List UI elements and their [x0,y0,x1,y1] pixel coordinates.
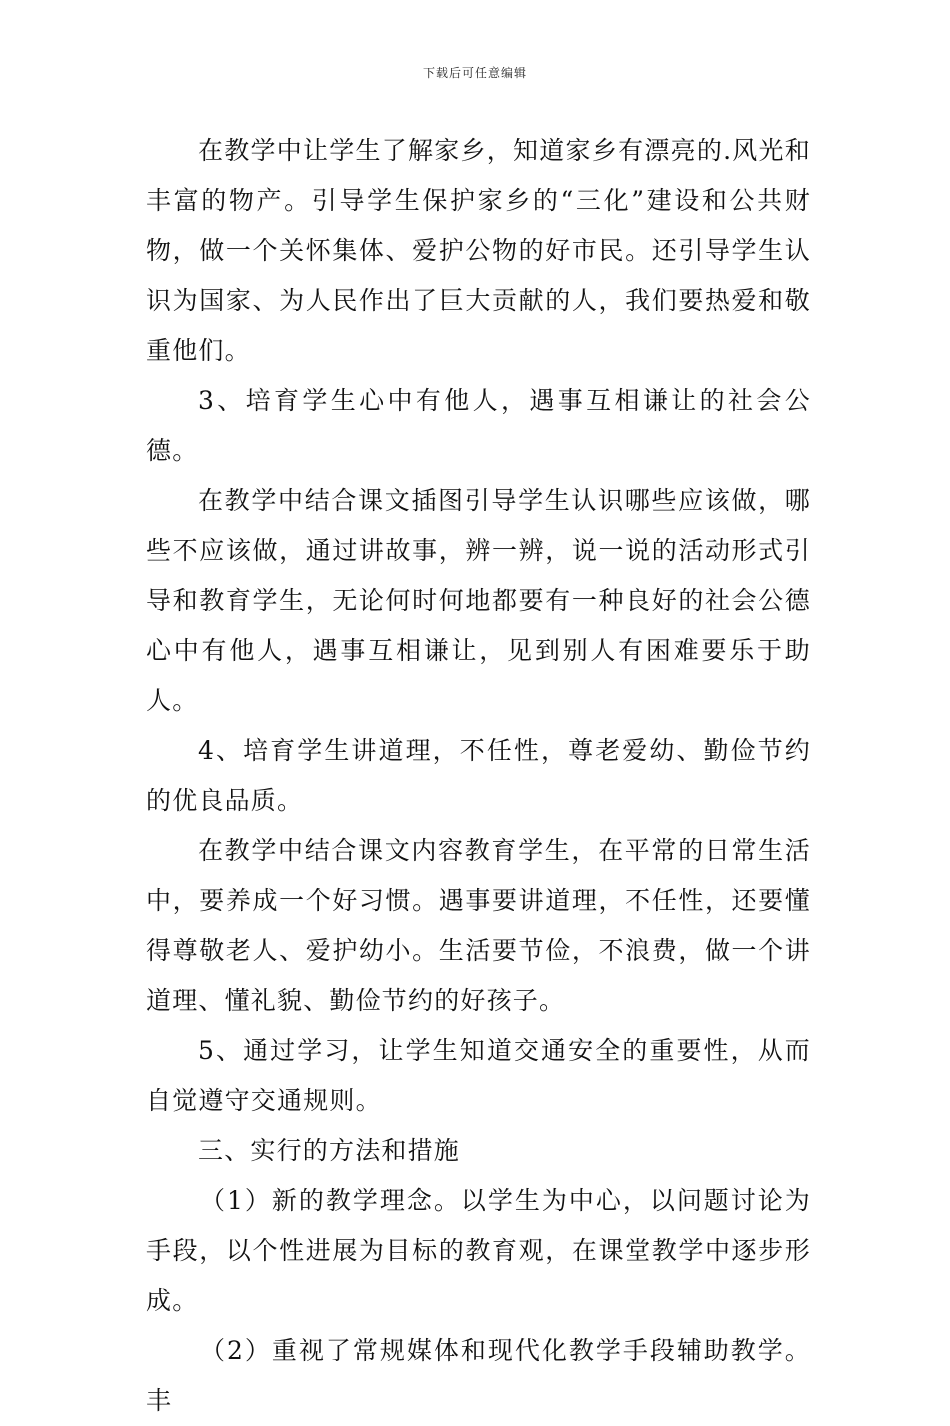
paragraph-hometown: 在教学中让学生了解家乡，知道家乡有漂亮的.风光和丰富的物产。引导学生保护家乡的“三化”建设和公共财物，做一个关怀集体、爱护公物的好市民。还引导学生认识为国家、为人民作出了巨大贡献的人，我们要热爱和敬重他们。 [146,136,811,365]
paragraph-point-3: 3、培育学生心中有他人，遇事互相谦让的社会公德。 [146,386,811,465]
page-header: 下载后可任意编辑 [422,66,527,80]
paragraph-public-morality: 在教学中结合课文插图引导学生认识哪些应该做，哪些不应该做，通过讲故事，辨一辨，说一说的活动形式引导和教育学生，无论何时何地都要有一种良好的社会公德心中有他人，遇事互相谦让，见到别人有困难要乐于助人。 [146,486,811,715]
paragraph-point-5: 5、通过学习，让学生知道交通安全的重要性，从而自觉遵守交通规则。 [146,1036,811,1115]
paragraph-method-1: （1）新的教学理念。以学生为中心，以问题讨论为手段，以个性进展为目标的教育观，在课堂教学中逐步形成。 [146,1186,811,1315]
paragraph-method-2: （2）重视了常规媒体和现代化教学手段辅助教学。丰 [146,1336,811,1415]
document-body [146,126,811,1426]
paragraph-point-4: 4、培育学生讲道理，不任性，尊老爱幼、勤俭节约的优良品质。 [146,736,811,815]
section-heading-methods: 三、实行的方法和措施 [198,1136,461,1165]
paragraph-good-habits: 在教学中结合课文内容教育学生，在平常的日常生活中，要养成一个好习惯。遇事要讲道理，不任性，还要懂得尊敬老人、爱护幼小。生活要节俭，不浪费，做一个讲道理、懂礼貌、勤俭节约的好孩子。 [146,836,811,1015]
